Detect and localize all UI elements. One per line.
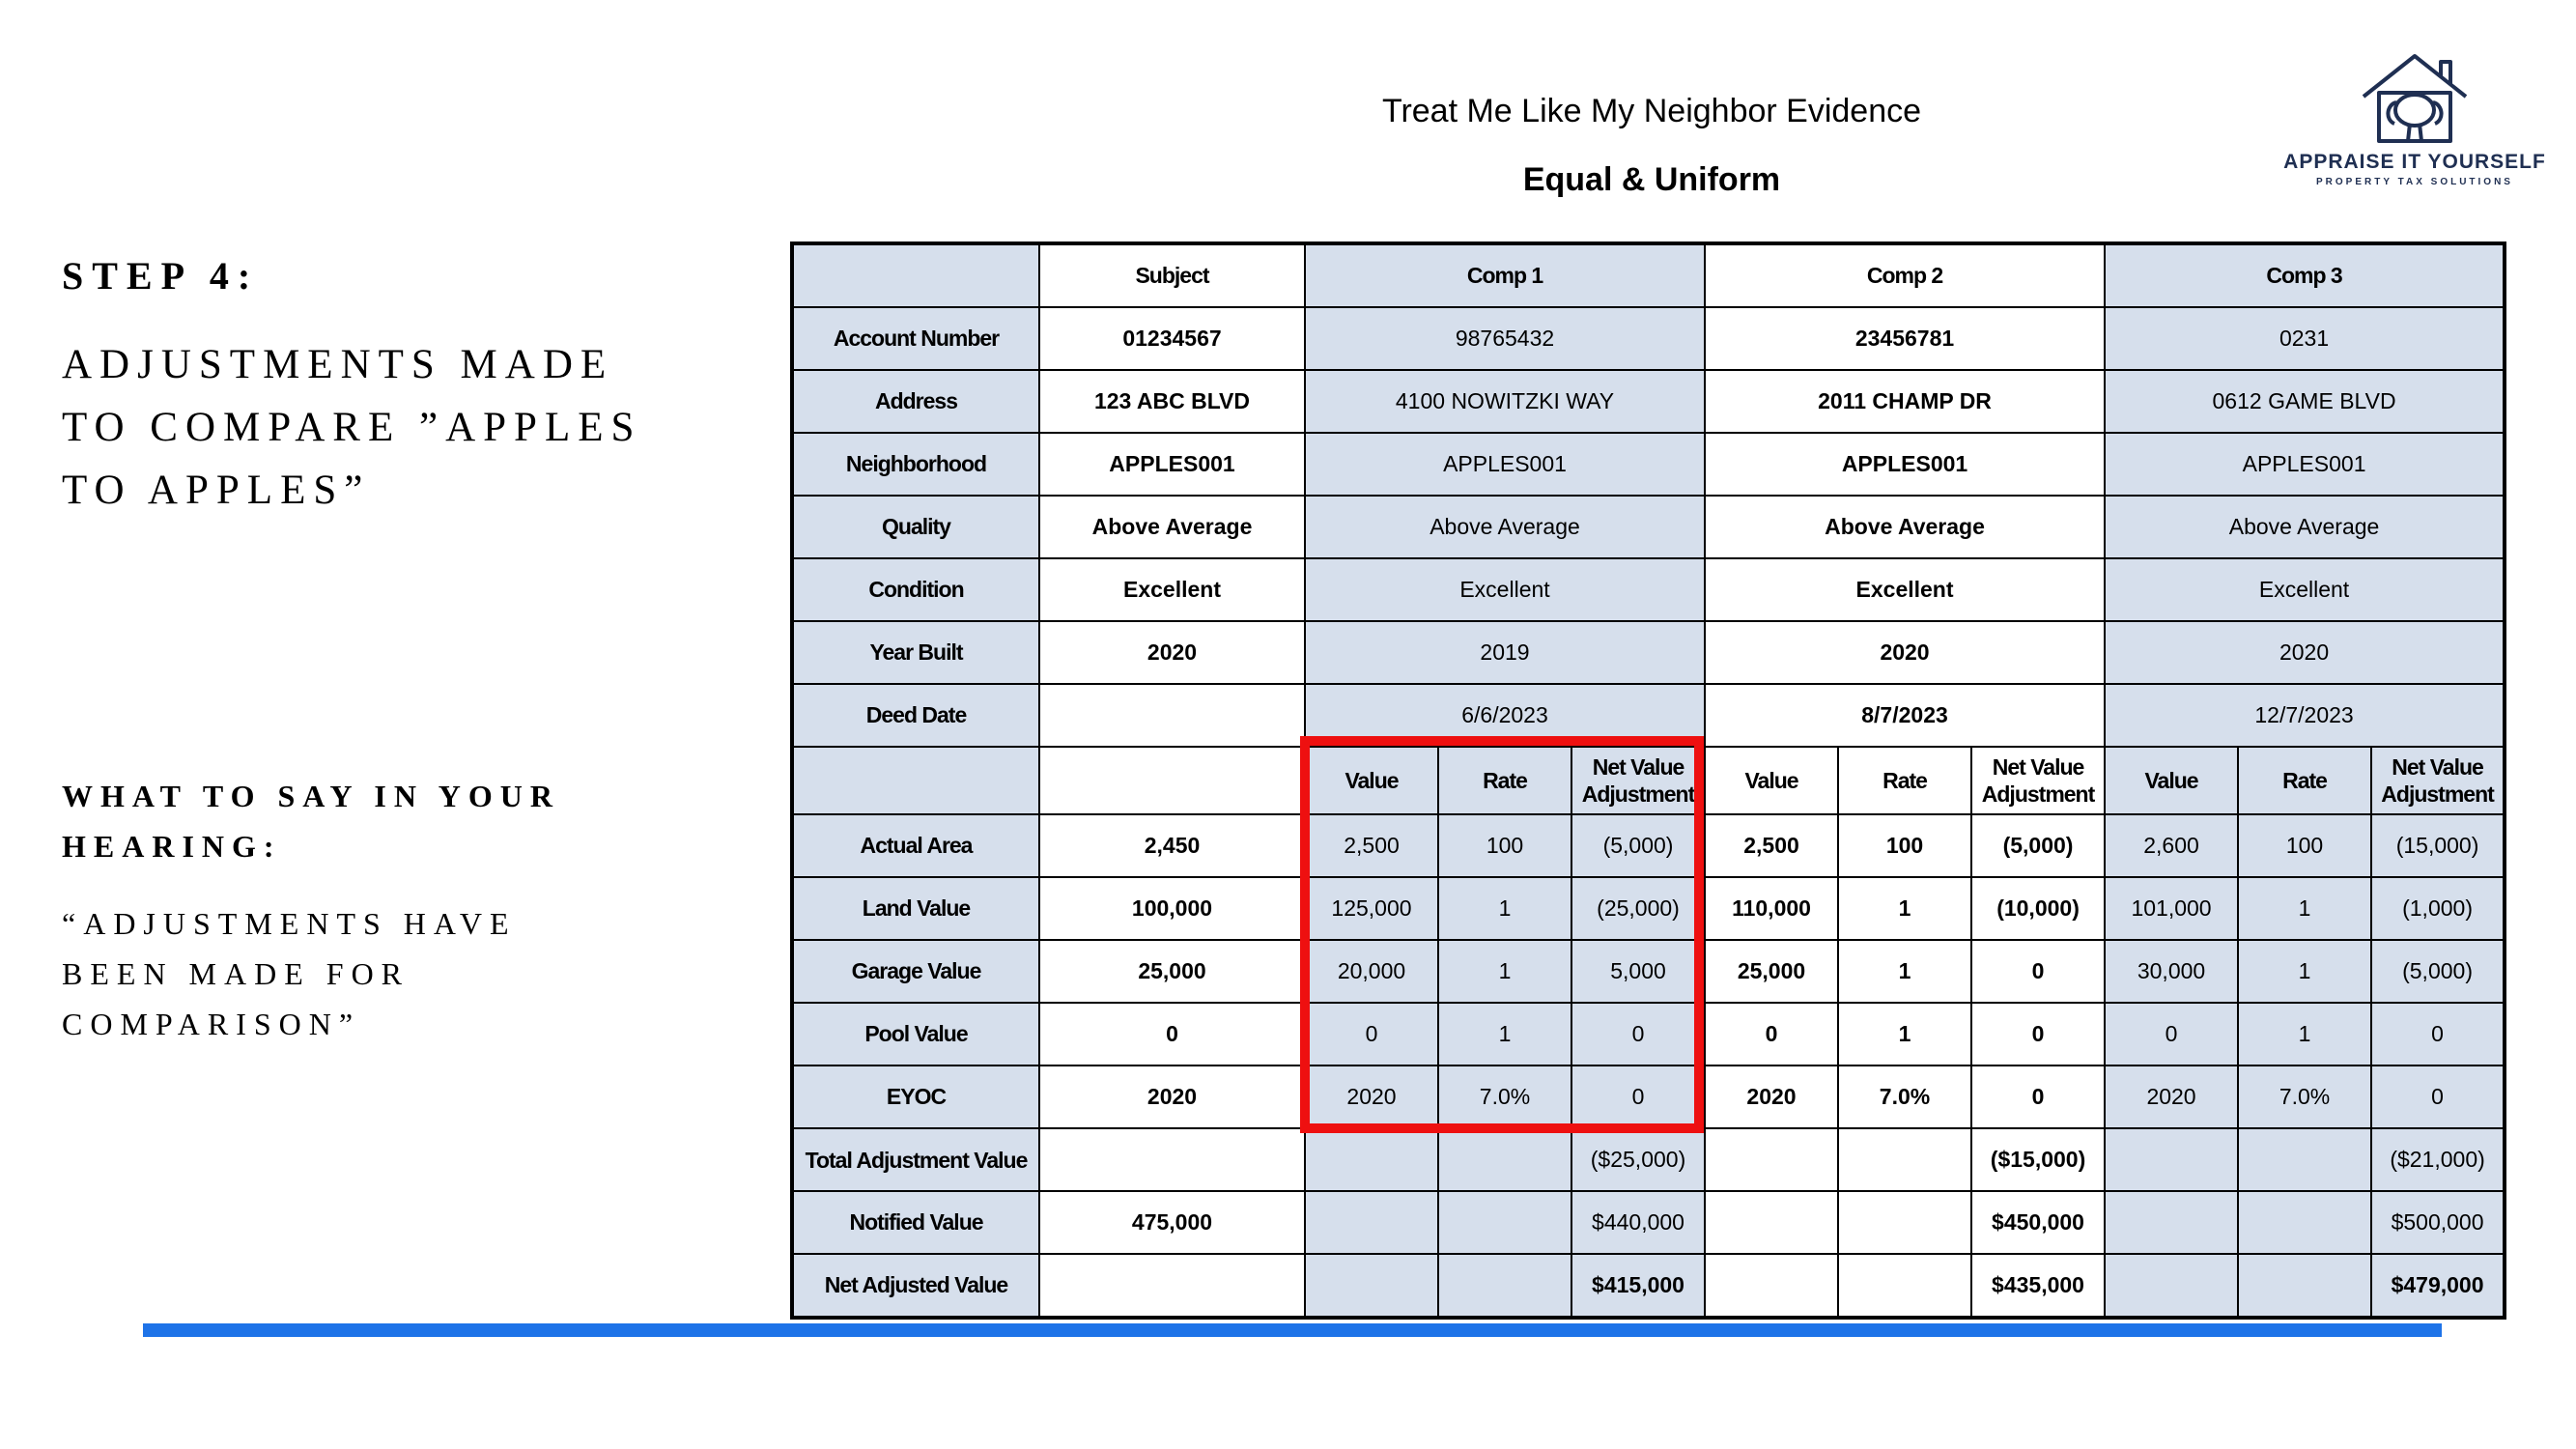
comp2-rate: 1 (1838, 1003, 1971, 1065)
comp2-net: 0 (1971, 1065, 2105, 1128)
comp1-rate (1438, 1191, 1571, 1254)
subject-header: Subject (1039, 243, 1305, 307)
accent-bar (143, 1323, 2442, 1337)
rate-header: Rate (1438, 747, 1571, 814)
subject-cell (1039, 1254, 1305, 1318)
subject-cell (1039, 1128, 1305, 1191)
slide-subtitle: Equal & Uniform (1522, 161, 1781, 198)
logo-tagline: PROPERTY TAX SOLUTIONS (2316, 177, 2513, 187)
comp1-value (1305, 1254, 1438, 1318)
comp2-net: 0 (1971, 1003, 2105, 1065)
comp2-net: $450,000 (1971, 1191, 2105, 1254)
subject-cell: 2020 (1039, 621, 1305, 684)
row-label: Actual Area (792, 814, 1039, 877)
comp1-net: 0 (1571, 1065, 1705, 1128)
comp1-value: 2,500 (1305, 814, 1438, 877)
row-label: Pool Value (792, 1003, 1039, 1065)
comp1-value (1305, 1128, 1438, 1191)
table-row (792, 940, 2505, 1003)
logo-name: APPRAISE IT YOURSELF (2283, 151, 2546, 173)
net-adjustment-header: Net Value Adjustment (1571, 747, 1705, 814)
rate-header: Rate (1838, 747, 1971, 814)
comp3-rate (2238, 1191, 2371, 1254)
comp3-value: 2,600 (2105, 814, 2238, 877)
comp2-cell: 23456781 (1705, 307, 2105, 370)
row-label: Notified Value (792, 1191, 1039, 1254)
comp1-rate: 100 (1438, 814, 1571, 877)
comp2-value: 2020 (1705, 1065, 1838, 1128)
comp2-value (1705, 1254, 1838, 1318)
comp2-rate: 7.0% (1838, 1065, 1971, 1128)
comp1-net: 0 (1571, 1003, 1705, 1065)
comp2-value: 2,500 (1705, 814, 1838, 877)
row-label (792, 747, 1039, 814)
comp1-rate: 1 (1438, 1003, 1571, 1065)
comp2-rate: 100 (1838, 814, 1971, 877)
table-row (792, 684, 2505, 747)
table-row (792, 307, 2505, 370)
net-adjustment-header: Net Value Adjustment (2371, 747, 2505, 814)
subject-cell: Above Average (1039, 496, 1305, 558)
comp1-cell: Above Average (1305, 496, 1705, 558)
comp1-net: (25,000) (1571, 877, 1705, 940)
subject-cell: APPLES001 (1039, 433, 1305, 496)
step-heading: STEP 4: (62, 254, 260, 298)
comp2-value (1705, 1128, 1838, 1191)
comparison-table (790, 242, 2506, 1320)
subject-cell (1039, 684, 1305, 747)
comp3-cell: 0231 (2105, 307, 2505, 370)
sub-header-row (792, 747, 2505, 814)
comp2-net: 0 (1971, 940, 2105, 1003)
comp2-net: $435,000 (1971, 1254, 2105, 1318)
comp3-rate: 7.0% (2238, 1065, 2371, 1128)
row-label: Neighborhood (792, 433, 1039, 496)
comp1-net: $415,000 (1571, 1254, 1705, 1318)
table-row (792, 1065, 2505, 1128)
table-row (792, 814, 2505, 877)
comp2-header: Comp 2 (1705, 243, 2105, 307)
row-label: Land Value (792, 877, 1039, 940)
hearing-heading: WHAT TO SAY IN YOUR HEARING: (62, 779, 560, 864)
comp3-rate: 1 (2238, 877, 2371, 940)
comp2-cell: 2020 (1705, 621, 2105, 684)
comp2-rate: 1 (1838, 940, 1971, 1003)
comp1-value: 2020 (1305, 1065, 1438, 1128)
comp2-value: 25,000 (1705, 940, 1838, 1003)
comp3-net: (5,000) (2371, 940, 2505, 1003)
table-row (792, 1003, 2505, 1065)
comp1-value: 125,000 (1305, 877, 1438, 940)
comp2-value: 0 (1705, 1003, 1838, 1065)
subject-cell: 2,450 (1039, 814, 1305, 877)
comp3-rate: 1 (2238, 1003, 2371, 1065)
subject-cell: 123 ABC BLVD (1039, 370, 1305, 433)
net-adjustment-header: Net Value Adjustment (1971, 747, 2105, 814)
subject-cell: 100,000 (1039, 877, 1305, 940)
subject-cell: 2020 (1039, 1065, 1305, 1128)
adjustments-heading: ADJUSTMENTS MADE TO COMPARE ”APPLES TO APPLES” (62, 342, 642, 513)
comp3-net: $479,000 (2371, 1254, 2505, 1318)
comp2-cell: Above Average (1705, 496, 2105, 558)
comp1-header: Comp 1 (1305, 243, 1705, 307)
comp2-rate (1838, 1191, 1971, 1254)
row-label: EYOC (792, 1065, 1039, 1128)
subject-cell: 475,000 (1039, 1191, 1305, 1254)
value-header: Value (2105, 747, 2238, 814)
comp3-value (2105, 1254, 2238, 1318)
comp2-net: (5,000) (1971, 814, 2105, 877)
hearing-quote: “ADJUSTMENTS HAVE BEEN MADE FOR COMPARISON” (62, 906, 517, 1041)
comp1-cell: 6/6/2023 (1305, 684, 1705, 747)
comp3-value: 0 (2105, 1003, 2238, 1065)
comp1-rate: 1 (1438, 877, 1571, 940)
table-row (792, 370, 2505, 433)
row-label: Quality (792, 496, 1039, 558)
comp2-value (1705, 1191, 1838, 1254)
comp3-value: 101,000 (2105, 877, 2238, 940)
subject-cell: 01234567 (1039, 307, 1305, 370)
comp3-value: 30,000 (2105, 940, 2238, 1003)
comp3-cell: 2020 (2105, 621, 2505, 684)
comp3-net: $500,000 (2371, 1191, 2505, 1254)
comp2-cell: 8/7/2023 (1705, 684, 2105, 747)
comp3-rate (2238, 1254, 2371, 1318)
row-label: Deed Date (792, 684, 1039, 747)
subject-cell: 0 (1039, 1003, 1305, 1065)
table-row (792, 621, 2505, 684)
comp3-net: ($21,000) (2371, 1128, 2505, 1191)
row-label: Year Built (792, 621, 1039, 684)
row-label: Account Number (792, 307, 1039, 370)
comp3-rate: 100 (2238, 814, 2371, 877)
comp2-net: ($15,000) (1971, 1128, 2105, 1191)
comp1-rate: 7.0% (1438, 1065, 1571, 1128)
comp2-cell: 2011 CHAMP DR (1705, 370, 2105, 433)
comp3-value (2105, 1128, 2238, 1191)
comp3-value (2105, 1191, 2238, 1254)
comp3-header: Comp 3 (2105, 243, 2505, 307)
subject-cell: 25,000 (1039, 940, 1305, 1003)
header-row (792, 243, 2505, 307)
total-adjustment-row (792, 1128, 2505, 1191)
row-label: Total Adjustment Value (792, 1128, 1039, 1191)
rate-header: Rate (2238, 747, 2371, 814)
comp3-net: 0 (2371, 1065, 2505, 1128)
comp3-net: 0 (2371, 1003, 2505, 1065)
comp1-cell: 98765432 (1305, 307, 1705, 370)
table-row (792, 433, 2505, 496)
comp3-cell: Above Average (2105, 496, 2505, 558)
row-label: Condition (792, 558, 1039, 621)
comp1-value: 20,000 (1305, 940, 1438, 1003)
value-header: Value (1305, 747, 1438, 814)
comp3-cell: APPLES001 (2105, 433, 2505, 496)
comp3-value: 2020 (2105, 1065, 2238, 1128)
comp3-rate (2238, 1128, 2371, 1191)
row-label: Net Adjusted Value (792, 1254, 1039, 1318)
comp3-cell: Excellent (2105, 558, 2505, 621)
comp1-net: ($25,000) (1571, 1128, 1705, 1191)
comp1-cell: 2019 (1305, 621, 1705, 684)
subject-cell (1039, 747, 1305, 814)
comp2-rate: 1 (1838, 877, 1971, 940)
row-label: Address (792, 370, 1039, 433)
comp3-rate: 1 (2238, 940, 2371, 1003)
comp1-rate (1438, 1254, 1571, 1318)
comp1-rate (1438, 1128, 1571, 1191)
comp2-cell: APPLES001 (1705, 433, 2105, 496)
subject-cell: Excellent (1039, 558, 1305, 621)
comp1-rate: 1 (1438, 940, 1571, 1003)
comp3-net: (15,000) (2371, 814, 2505, 877)
comp3-cell: 12/7/2023 (2105, 684, 2505, 747)
comp2-rate (1838, 1254, 1971, 1318)
comp1-net: (5,000) (1571, 814, 1705, 877)
comp3-cell: 0612 GAME BLVD (2105, 370, 2505, 433)
slide-title: Treat Me Like My Neighbor Evidence (1381, 93, 1922, 129)
comp2-rate (1838, 1128, 1971, 1191)
comp1-value (1305, 1191, 1438, 1254)
comp2-value: 110,000 (1705, 877, 1838, 940)
comp1-cell: Excellent (1305, 558, 1705, 621)
notified-value-row (792, 1191, 2505, 1254)
comp1-net: $440,000 (1571, 1191, 1705, 1254)
comp2-cell: Excellent (1705, 558, 2105, 621)
table-row (792, 496, 2505, 558)
comp1-cell: APPLES001 (1305, 433, 1705, 496)
corner-cell (792, 243, 1039, 307)
row-label: Garage Value (792, 940, 1039, 1003)
comp3-net: (1,000) (2371, 877, 2505, 940)
table-row (792, 558, 2505, 621)
comp1-cell: 4100 NOWITZKI WAY (1305, 370, 1705, 433)
comp2-net: (10,000) (1971, 877, 2105, 940)
comp1-net: 5,000 (1571, 940, 1705, 1003)
net-adjusted-value-row (792, 1254, 2505, 1318)
comp1-value: 0 (1305, 1003, 1438, 1065)
table-row (792, 877, 2505, 940)
value-header: Value (1705, 747, 1838, 814)
